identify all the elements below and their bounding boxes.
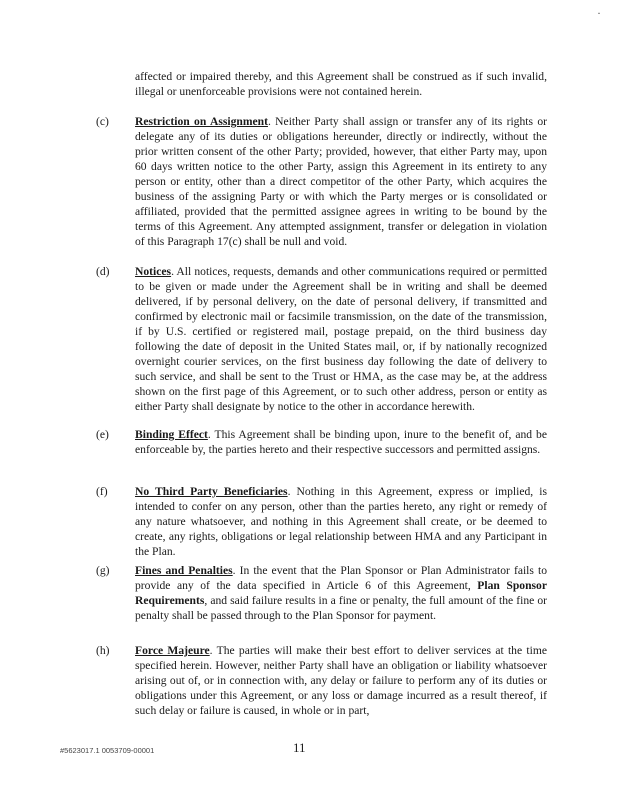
section-body [135,264,547,414]
section-letter: (d) [96,265,110,278]
page-number: 11 [293,740,306,755]
section-letter: (g) [96,564,110,577]
section-body [135,484,547,559]
section-body [135,563,547,623]
section-text: . This Agreement shall be binding upon, inure to the benefit of, and be enforceable by, the parties hereto and their respective successors and permitted assigns. [135,428,547,456]
section-heading: Binding Effect [135,428,208,441]
section-text: . Nothing in this Agreement, express or implied, is intended to confer on any person, other than the parties hereto, any right or remedy of any nature whatsoever, and nothing in this Agreement shall create, or be deemed to create, any rights, obligations or legal relationship between HMA and any Participant in the Plan. [135,485,547,558]
continuation-paragraph: affected or impaired thereby, and this Agreement shall be construed as if such invalid, illegal or unenforceable provisions were not contained herein. [135,70,547,98]
section-body [135,643,547,718]
section-letter: (c) [96,115,109,128]
section-text: . The parties will make their best effort to deliver services at the time specified herein. However, neither Party shall have an obligation or liability whatsoever arising out of, or in connection with, any delay or failure to perform any of its duties or obligations under this Agreement, or any loss or damage incurred as a result thereof, if such delay or failure is caused, in whole or in part, [135,644,547,717]
section-letter: (f) [96,485,108,498]
section-body [135,114,547,249]
section-heading: No Third Party Beneficiaries [135,485,288,498]
section-letter: (e) [96,428,109,441]
corner-mark: · [597,6,601,20]
section-text: . In the event that the Plan Sponsor or Plan Administrator fails to provide any of the data specified in Article 6 of this Agreement, [135,564,547,592]
section-heading: Fines and Penalties [135,564,233,577]
section-heading: Restriction on Assignment [135,115,268,128]
document-id: #5623017.1 0053709-00001 [60,746,155,755]
section-text: . Neither Party shall assign or transfer any of its rights or delegate any of its duties or obligations hereunder, directly or indirectly, without the prior written consent of the other Party; provided, however, that either Party may, upon 60 days written notice to the other Party, assign this Agreement in its entirety to any person or entity, other than a direct competitor of the other Party, which acquires the business of the assigning Party or with which the Party merges or is consolidated or affiliated, provided that the permitted assignee agrees in writing to be bound by the terms of this Agreement. Any attempted assignment, transfer or delegation in violation of this Paragraph 17(c) shall be null and void. [135,115,547,248]
section-body [135,427,547,457]
section-text: . All notices, requests, demands and other communications required or permitted to be given or made under the Agreement shall be in writing and shall be deemed delivered, if by personal delivery, on the date of personal delivery, if transmitted and confirmed by electronic mail or facsimile transmission, on the date of the transmission, if by U.S. certified or registered mail, postage prepaid, on the third business day following the date of deposit in the United States mail, or, if by nationally recognized overnight courier services, on the first business day following the date of delivery to such service, and shall be sent to the Trust or HMA, as the case may be, at the address shown on the first page of this Agreement, or to such other address, person or entity as either Party shall designate by notice to the other in accordance herewith. [135,265,547,413]
section-heading: Notices [135,265,172,278]
section-text: , and said failure results in a fine or penalty, the full amount of the fine or penalty shall be passed through to the Plan Sponsor for payment. [135,594,547,622]
section-heading: Force Majeure [135,644,210,657]
section-letter: (h) [96,644,110,657]
inline-heading: Plan Sponsor Requirements [135,579,547,607]
